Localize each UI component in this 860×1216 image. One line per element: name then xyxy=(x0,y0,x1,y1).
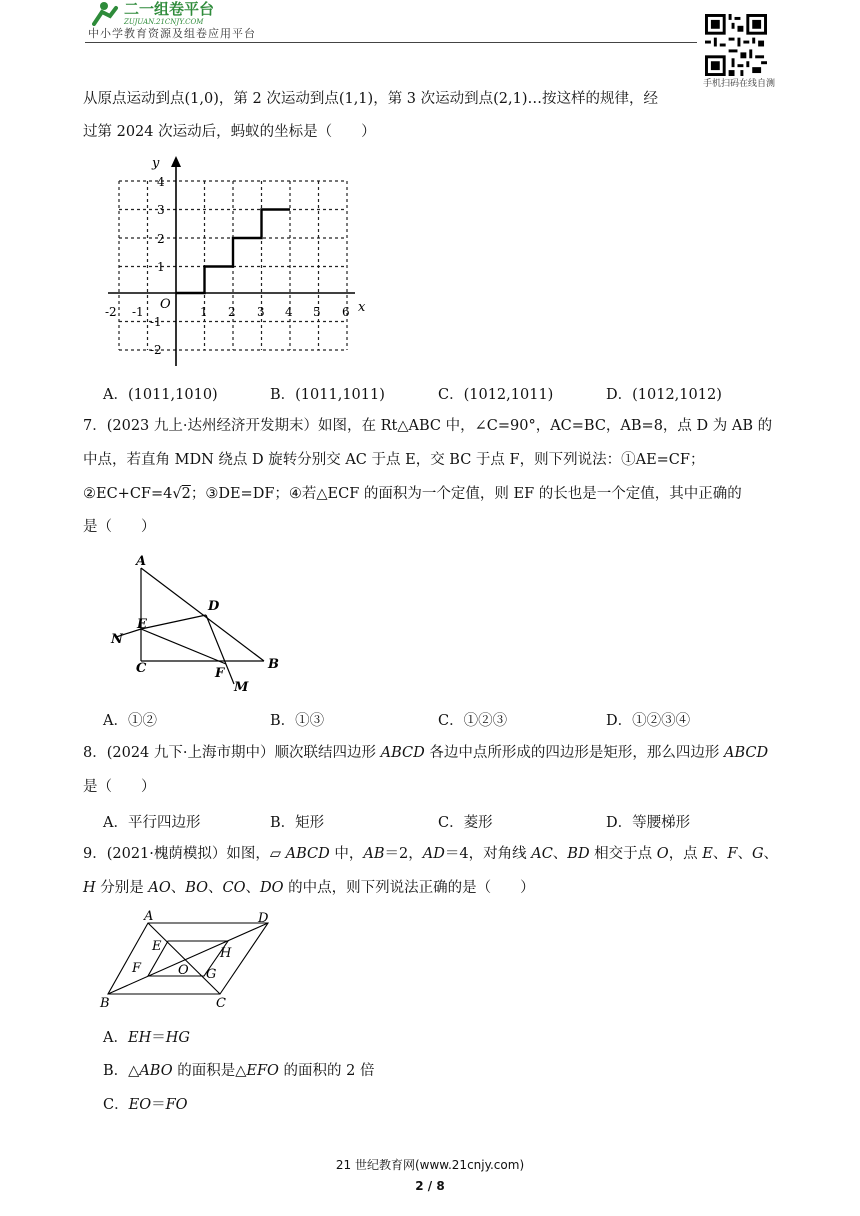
q9-math: CO xyxy=(222,880,246,896)
x-tick: 5 xyxy=(313,305,321,319)
q9-text: ＝4，对角线 xyxy=(444,846,532,862)
q6-option-d[interactable]: D．(1012,1012) xyxy=(606,387,722,403)
label-g: G xyxy=(206,967,217,982)
option-text: ＝ xyxy=(151,1030,166,1046)
option-text: 的面积的 2 倍 xyxy=(278,1063,375,1079)
q9-text: 9．(2021·槐荫模拟）如图，▱ xyxy=(83,846,286,862)
qr-code-icon xyxy=(705,14,767,76)
q9-line2 xyxy=(83,878,535,898)
q7-line1: 7．(2023 九上·达州经济开发期末）如图，在 Rt△ABC 中，∠C=90°，AC=BC，AB=8，点 D 为 AB 的 xyxy=(83,418,773,434)
runner-icon xyxy=(94,2,116,24)
option-text: 的面积是△ xyxy=(172,1063,247,1079)
q8-line2: 是（ ） xyxy=(83,779,156,795)
y-tick: 3 xyxy=(157,203,165,217)
option-math: EO xyxy=(128,1097,152,1113)
option-math: FO xyxy=(165,1097,188,1113)
option-math: EFO xyxy=(246,1063,279,1079)
q6-option-a[interactable]: A．(1011,1010) xyxy=(103,387,218,403)
option-text: C． xyxy=(103,1097,129,1113)
y-tick: 2 xyxy=(157,232,165,246)
label-d: D xyxy=(208,599,220,614)
q9-text: 、 xyxy=(737,846,752,862)
q8-text: 各边中点所形成的四边形是矩形，那么四边形 xyxy=(424,745,724,761)
q9-option-c[interactable] xyxy=(103,1093,188,1114)
q7-line3 xyxy=(83,484,742,504)
qr-caption: 手机扫码在线自测 xyxy=(702,79,775,89)
ant-path xyxy=(176,210,290,294)
label-m: M xyxy=(234,680,249,695)
label-b: B xyxy=(100,996,110,1011)
q9-text: 、 xyxy=(552,846,568,862)
x-tick: 3 xyxy=(257,305,265,319)
label-h: H xyxy=(220,946,232,961)
q9-text: 的中点，则下列说法正确的是（ ） xyxy=(283,880,535,896)
page-number: 2 / 8 xyxy=(415,1179,445,1193)
q6-option-b[interactable]: B．(1011,1011) xyxy=(270,387,385,403)
q9-text: 、 xyxy=(763,846,779,862)
q9-text: ＝2， xyxy=(384,846,423,862)
q8-line1 xyxy=(83,743,768,763)
q9-math: BD xyxy=(567,846,590,862)
q8-text: 8．(2024 九下·上海市期中）顺次联结四边形 xyxy=(83,745,381,761)
q9-parallelogram-figure xyxy=(98,908,280,1012)
header-subtitle: 中小学教育资源及组卷应用平台 xyxy=(88,27,256,40)
option-math: EH xyxy=(127,1030,152,1046)
q7-option-d[interactable]: D．①②③④ xyxy=(606,713,691,729)
q7-triangle-figure xyxy=(106,550,286,695)
header-rule xyxy=(85,42,697,43)
y-tick: 1 xyxy=(157,260,165,274)
y-tick-labels xyxy=(150,175,165,357)
label-o: O xyxy=(178,963,189,978)
x-tick: 2 xyxy=(228,305,236,319)
q6-line2: 过第 2024 次运动后，蚂蚁的坐标是（ ） xyxy=(83,124,376,140)
label-a: A xyxy=(136,554,147,569)
q9-math: E xyxy=(702,846,713,862)
q8-option-b[interactable]: B．矩形 xyxy=(270,815,325,831)
q6-coordinate-graph xyxy=(100,153,370,373)
x-tick: 4 xyxy=(285,305,293,319)
option-math: HG xyxy=(165,1030,190,1046)
q8-math: ABCD xyxy=(723,745,769,761)
label-f: F xyxy=(132,961,142,976)
q9-math: ABCD xyxy=(285,846,330,862)
q6-option-c[interactable]: C．(1012,1011) xyxy=(438,387,554,403)
q9-math: AO xyxy=(148,880,171,896)
q9-text: 、 xyxy=(712,846,728,862)
q9-text: 、 xyxy=(208,880,223,896)
q9-text: 中， xyxy=(329,846,364,862)
q9-math: DO xyxy=(260,880,284,896)
q7-option-b[interactable]: B．①③ xyxy=(270,713,325,729)
y-tick: 4 xyxy=(157,175,165,189)
q9-math: BO xyxy=(185,880,209,896)
label-c: C xyxy=(216,996,226,1011)
q9-text: 相交于点 xyxy=(589,846,657,862)
q7-line3-part: ；③DE=DF；④若△ECF 的面积为一个定值，则 EF 的长也是一个定值，其中正确的 xyxy=(190,486,742,502)
label-e: E xyxy=(152,939,162,954)
q9-math: AD xyxy=(422,846,445,862)
x-tick: -1 xyxy=(132,305,144,319)
option-text: B．△ xyxy=(103,1063,140,1079)
y-axis-label: y xyxy=(152,156,160,171)
y-tick: -2 xyxy=(150,343,162,357)
label-a: A xyxy=(144,909,154,924)
q7-option-c[interactable]: C．①②③ xyxy=(438,713,508,729)
q9-math: F xyxy=(727,846,738,862)
option-math: ABO xyxy=(139,1063,173,1079)
q8-math: ABCD xyxy=(380,745,425,761)
logo-url: ZUJUAN.21CNJY.COM xyxy=(124,18,204,26)
label-c: C xyxy=(136,661,147,676)
platform-logo xyxy=(92,0,282,26)
q9-option-b[interactable] xyxy=(103,1059,374,1080)
q9-option-a[interactable] xyxy=(103,1026,190,1047)
label-e: E xyxy=(137,617,147,632)
q9-text: ，点 xyxy=(668,846,703,862)
x-tick: -2 xyxy=(105,305,117,319)
q8-option-d[interactable]: D．等腰梯形 xyxy=(606,815,691,831)
x-tick: 6 xyxy=(342,305,350,319)
q9-text: 、 xyxy=(170,880,186,896)
option-text: A． xyxy=(103,1030,128,1046)
sqrt-symbol: √ xyxy=(172,486,182,502)
q9-math: O xyxy=(656,846,669,862)
q9-text: 分别是 xyxy=(95,880,149,896)
label-d: D xyxy=(258,911,269,926)
q7-line2: 中点，若直角 MDN 绕点 D 旋转分别交 AC 于点 E，交 BC 于点 F，则下列说法：①AE=CF； xyxy=(83,452,705,468)
q7-line3-part: ②EC+CF=4 xyxy=(83,486,173,502)
q8-option-a[interactable]: A．平行四边形 xyxy=(103,815,201,831)
y-tick: -1 xyxy=(150,315,162,329)
q9-text: 、 xyxy=(245,880,261,896)
label-b: B xyxy=(268,657,279,672)
q7-option-a[interactable]: A．①② xyxy=(103,713,157,729)
q9-math: H xyxy=(83,880,96,896)
q7-line4: 是（ ） xyxy=(83,519,156,535)
x-axis-label: x xyxy=(358,300,366,315)
footer-site: 21 世纪教育网(www.21cnjy.com) xyxy=(335,1158,525,1172)
label-n: N xyxy=(111,632,123,647)
x-tick-labels xyxy=(105,305,350,319)
sqrt-radicand: 2 xyxy=(181,486,191,502)
q9-line1 xyxy=(83,844,778,864)
origin-label: O xyxy=(160,297,171,312)
q9-math: AB xyxy=(363,846,385,862)
q6-line1: 从原点运动到点(1,0)，第 2 次运动到点(1,1)，第 3 次运动到点(2,1)…按这样的规律，经 xyxy=(83,91,659,107)
q9-math: G xyxy=(751,846,764,862)
y-axis-arrow-icon xyxy=(171,156,181,167)
label-f: F xyxy=(215,666,225,681)
x-tick: 1 xyxy=(200,305,208,319)
logo-text: 二一组卷平台 xyxy=(124,0,215,18)
q8-option-c[interactable]: C．菱形 xyxy=(438,815,493,831)
option-text: ＝ xyxy=(151,1097,166,1113)
q9-math: AC xyxy=(531,846,553,862)
